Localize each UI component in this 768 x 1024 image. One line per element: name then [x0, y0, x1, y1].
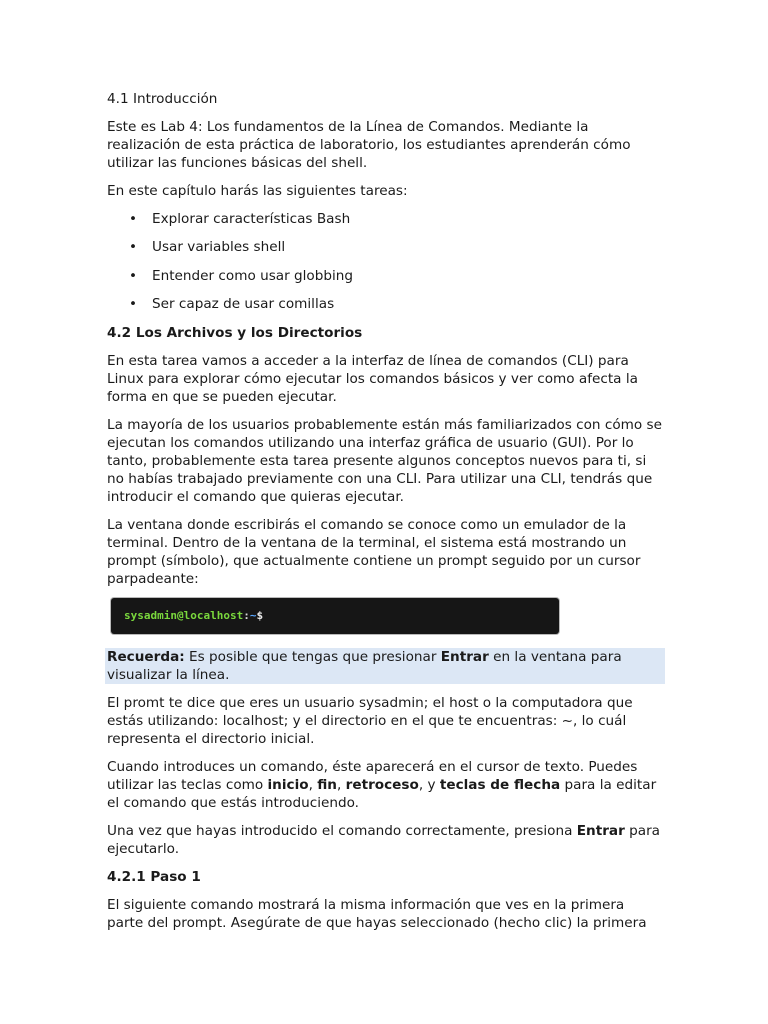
key-enter: Entrar: [576, 822, 625, 839]
task-text: Explorar características Bash: [152, 211, 351, 227]
section-4-2-1-heading: 4.2.1 Paso 1: [107, 868, 201, 885]
list-item: [107, 238, 663, 256]
tasks-intro: En este capítulo harás las siguientes tareas:: [107, 183, 408, 199]
step1-paragraph: El siguiente comando mostrará la misma información que ves en la primera parte del prompt. Asegúrate de que hayas seleccionado (hecho clic) la primera: [107, 896, 647, 931]
prompt-paragraph: El promt te dice que eres un usuario sysadmin; el host o la computadora que estás utilizando: localhost; y el directorio en el que te encuentras: ~, lo cuál representa el directorio inicial.: [107, 694, 633, 747]
note-text-before: Es posible que tengas que presionar: [184, 648, 441, 665]
bullet-icon: •: [129, 296, 138, 313]
keys-text: Cuando introduces un comando, éste aparecerá en el cursor de texto. Puedes utilizar las teclas como: [107, 758, 638, 793]
key-arrows: teclas de flecha: [439, 776, 561, 793]
key-home: inicio: [267, 776, 309, 793]
task-text: Usar variables shell: [152, 239, 286, 256]
intro-paragraph: Este es Lab 4: Los fundamentos de la Línea de Comandos. Mediante la realización de esta práctica de laboratorio, los estudiantes aprenderán cómo utilizar las funciones básicas del shell.: [107, 119, 631, 171]
task-text: Entender como usar globbing: [152, 267, 354, 284]
bullet-icon: •: [129, 267, 138, 284]
list-item: [107, 295, 663, 313]
terminal-prompt-image: [111, 598, 559, 634]
terminal-dollar: $: [256, 608, 264, 622]
terminal-separator: :: [243, 608, 250, 622]
terminal-user-host: sysadmin@localhost: [124, 608, 244, 622]
section-4-2-heading: 4.2 Los Archivos y los Directorios: [107, 324, 363, 341]
terminal-paragraph: La ventana donde escribirás el comando se conoce como un emulador de la terminal. Dentro de la ventana de la terminal, el sistema está mostrando un prompt (símbolo), que actualmente contiene un prompt seguido por un cursor parpadeante:: [107, 516, 641, 587]
list-item: [107, 267, 663, 285]
keys-text: para la editar el comando que estás introduciendo.: [107, 776, 657, 811]
document-body: [107, 90, 663, 942]
note-text-after: en la ventana para visualizar la línea.: [107, 648, 622, 683]
keys-text: , y: [418, 776, 440, 793]
terminal-directory: ~: [249, 608, 257, 622]
list-item: [107, 210, 663, 228]
keys-text: ,: [337, 776, 346, 793]
note-label: Recuerda:: [107, 648, 185, 665]
cli-paragraph: En esta tarea vamos a acceder a la interfaz de línea de comandos (CLI) para Linux para explorar cómo ejecutar los comandos básicos y ver como afecta la forma en que se pueden ejecutar.: [107, 352, 638, 405]
gui-paragraph: La mayoría de los usuarios probablemente están más familiarizados con cómo se ejecutan los comandos utilizando una interfaz gráfica de usuario (GUI). Por lo tanto, probablemente esta tarea presente algunos conceptos nuevos para ti, si no habías trabajado previamente con una CLI. Para utilizar una CLI, tendrás que introducir el comando que quieras ejecutar.: [107, 416, 662, 505]
enter-text: Una vez que hayas introducido el comando correctamente, presiona: [107, 822, 577, 839]
enter-text: para ejecutarlo.: [107, 822, 660, 857]
bullet-icon: •: [129, 239, 138, 256]
enter-paragraph: [107, 822, 663, 858]
section-4-1-heading: 4.1 Introducción: [107, 91, 218, 107]
key-backspace: retroceso: [345, 776, 419, 793]
keys-text: ,: [308, 776, 318, 793]
key-end: fin: [317, 776, 337, 793]
keys-paragraph: [107, 758, 663, 812]
note-key: Entrar: [440, 648, 489, 665]
bullet-icon: •: [129, 211, 138, 227]
task-list: [107, 210, 663, 313]
task-text: Ser capaz de usar comillas: [152, 296, 335, 313]
reminder-note: [105, 648, 665, 684]
